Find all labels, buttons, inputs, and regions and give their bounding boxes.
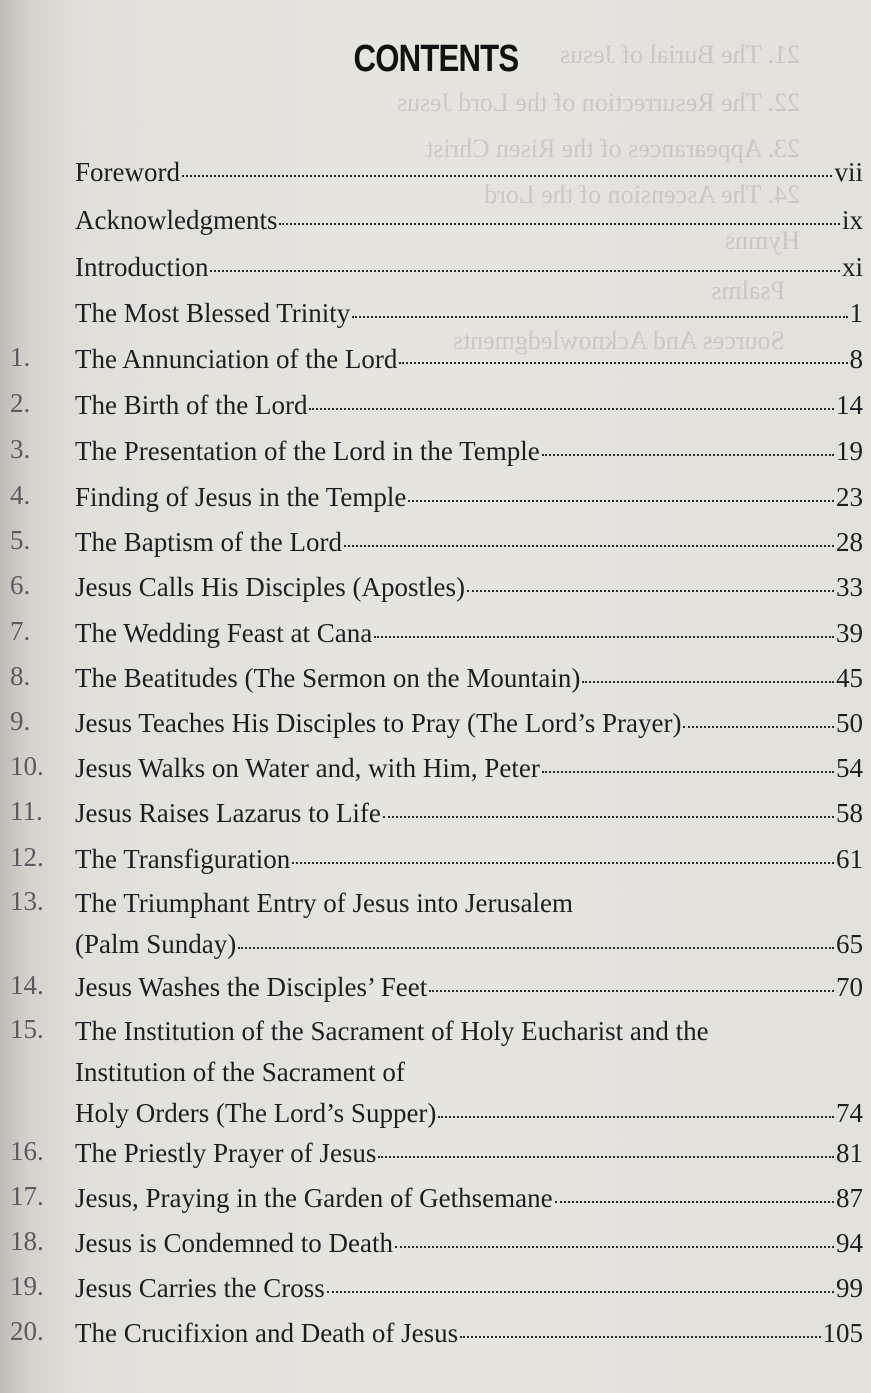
- bleed-line: 22. The Resurrection of the Lord Jesus: [396, 88, 800, 117]
- dot-leader: [460, 1336, 820, 1338]
- entry-title: The Wedding Feast at Cana: [75, 618, 373, 648]
- entry-title: Jesus Calls His Disciples (Apostles): [75, 572, 465, 602]
- entry-title: Acknowledgments: [75, 205, 278, 235]
- entry-number: 7.: [10, 616, 31, 646]
- page-number: 19: [836, 436, 863, 466]
- entry-line: [75, 155, 863, 189]
- dot-leader: [582, 681, 834, 683]
- entry-number: 17.: [10, 1181, 44, 1211]
- entry-title: The Annunciation of the Lord: [75, 344, 398, 374]
- dot-leader: [399, 362, 847, 364]
- page-number: 87: [836, 1183, 863, 1213]
- entry-title: Introduction: [75, 252, 209, 282]
- entry-line: [75, 250, 863, 284]
- page-number: 1: [849, 298, 863, 328]
- entry-line: [75, 434, 863, 468]
- entry-line: [75, 1226, 863, 1260]
- entry-title: Foreword: [75, 157, 180, 187]
- entry-number: 15.: [10, 1014, 44, 1044]
- entry-title: Jesus Washes the Disciples’ Feet: [75, 972, 428, 1002]
- page-number: 45: [836, 663, 863, 693]
- entry-line: [75, 342, 863, 376]
- page-number: 94: [836, 1228, 863, 1258]
- entry-number: 18.: [10, 1226, 44, 1256]
- dot-leader: [344, 545, 834, 547]
- entry-number: 1.: [10, 342, 31, 372]
- page-number: 33: [836, 572, 863, 602]
- dot-leader: [378, 1156, 834, 1158]
- entry-line: [75, 480, 863, 514]
- entry-line: [75, 842, 863, 876]
- entry-number: 2.: [10, 388, 31, 418]
- entry-line: [75, 1316, 863, 1350]
- entry-title: The Most Blessed Trinity: [75, 298, 351, 328]
- page-number: 8: [849, 344, 863, 374]
- page-number: 81: [836, 1138, 863, 1168]
- dot-leader: [309, 408, 834, 410]
- entry-title: Jesus Carries the Cross: [75, 1273, 325, 1303]
- dot-leader: [683, 726, 834, 728]
- entry-title: The Baptism of the Lord: [75, 527, 342, 557]
- dot-leader: [542, 771, 834, 773]
- entry-line: [75, 1181, 863, 1215]
- entry-title: Jesus, Praying in the Garden of Gethsemane: [75, 1183, 553, 1213]
- entry-number: 14.: [10, 970, 44, 1000]
- dot-leader: [383, 816, 834, 818]
- entry-number: 10.: [10, 751, 44, 781]
- entry-number: 13.: [10, 886, 44, 916]
- entry-title: Jesus Walks on Water and, with Him, Peter: [75, 753, 540, 783]
- bleed-line: Psalms: [711, 276, 785, 305]
- dot-leader: [327, 1291, 834, 1293]
- entry-title: Jesus Raises Lazarus to Life: [75, 798, 381, 828]
- dot-leader: [438, 1116, 834, 1118]
- page-number: 54: [836, 753, 863, 783]
- entry-line: [75, 1271, 863, 1305]
- bleed-line: 24. The Ascension of the Lord: [484, 180, 800, 209]
- page-number: 61: [836, 844, 863, 874]
- entry-line: [75, 927, 863, 961]
- entry-number: 12.: [10, 842, 44, 872]
- entry-line: [75, 751, 863, 785]
- entry-number: 16.: [10, 1136, 44, 1166]
- entry-number: 5.: [10, 525, 31, 555]
- entry-line: [75, 616, 863, 650]
- bleed-line: Sources And Acknowledgments: [452, 326, 785, 355]
- entry-line: [75, 661, 863, 695]
- entry-number: 3.: [10, 434, 31, 464]
- entry-title: Jesus is Condemned to Death: [75, 1228, 393, 1258]
- entry-title-line: The Institution of the Sacrament of Holy Eucharist and the: [75, 1016, 709, 1046]
- dot-leader: [210, 270, 840, 272]
- entry-number: 8.: [10, 661, 31, 691]
- entry-title: The Beatitudes (The Sermon on the Mountain): [75, 663, 581, 693]
- entry-line: [75, 203, 863, 237]
- entry-line: [75, 296, 863, 330]
- entry-title: The Transfiguration: [75, 844, 291, 874]
- dot-leader: [238, 947, 834, 949]
- dot-leader: [467, 590, 834, 592]
- page-number: ix: [841, 205, 863, 235]
- dot-leader: [555, 1201, 834, 1203]
- dot-leader: [182, 175, 833, 177]
- entry-number: 20.: [10, 1316, 44, 1346]
- entry-number: 9.: [10, 706, 31, 736]
- page-number: 39: [836, 618, 863, 648]
- entry-line: [75, 388, 863, 422]
- entry-line: [75, 796, 863, 830]
- page-number: 99: [836, 1273, 863, 1303]
- page-number: 14: [836, 390, 863, 420]
- bleed-line: 21. The Burial of Jesus: [560, 40, 800, 69]
- dot-leader: [395, 1246, 834, 1248]
- entry-number: 19.: [10, 1271, 44, 1301]
- entry-title-line: The Triumphant Entry of Jesus into Jerusalem: [75, 888, 573, 918]
- dot-leader: [408, 500, 834, 502]
- page-number: 23: [836, 482, 863, 512]
- page-number: vii: [834, 157, 863, 187]
- page-number: 58: [836, 798, 863, 828]
- bleed-line: 23. Appearances of the Risen Christ: [425, 134, 800, 163]
- page-number: 105: [822, 1318, 863, 1348]
- dot-leader: [352, 316, 847, 318]
- entry-title: Finding of Jesus in the Temple: [75, 482, 407, 512]
- dot-leader: [374, 636, 834, 638]
- entry-title: (Palm Sunday): [75, 929, 237, 959]
- entry-line: [75, 970, 863, 1004]
- entry-number: 4.: [10, 480, 31, 510]
- entry-title: The Presentation of the Lord in the Temple: [75, 436, 540, 466]
- entry-title-line: Institution of the Sacrament of: [75, 1057, 405, 1087]
- dot-leader: [429, 990, 834, 992]
- page-number: 65: [836, 929, 863, 959]
- page-number: xi: [841, 252, 863, 282]
- dot-leader: [279, 223, 840, 225]
- dot-leader: [292, 862, 834, 864]
- dot-leader: [542, 454, 834, 456]
- entry-title: The Priestly Prayer of Jesus: [75, 1138, 377, 1168]
- entry-line: [75, 525, 863, 559]
- entry-line: [75, 1096, 863, 1130]
- entry-line: [75, 706, 863, 740]
- page-title: CONTENTS: [353, 38, 519, 80]
- entry-title: Jesus Teaches His Disciples to Pray (The Lord’s Prayer): [75, 708, 682, 738]
- entry-line: [75, 570, 863, 604]
- entry-number: 6.: [10, 570, 31, 600]
- page-number: 28: [836, 527, 863, 557]
- entry-title: The Birth of the Lord: [75, 390, 308, 420]
- page-number: 74: [836, 1098, 863, 1128]
- page-number: 70: [836, 972, 863, 1002]
- entry-title: The Crucifixion and Death of Jesus: [75, 1318, 459, 1348]
- bleed-line: Hymns: [724, 226, 800, 255]
- entry-number: 11.: [10, 796, 43, 826]
- page-number: 50: [836, 708, 863, 738]
- entry-line: [75, 1136, 863, 1170]
- entry-title: Holy Orders (The Lord’s Supper): [75, 1098, 437, 1128]
